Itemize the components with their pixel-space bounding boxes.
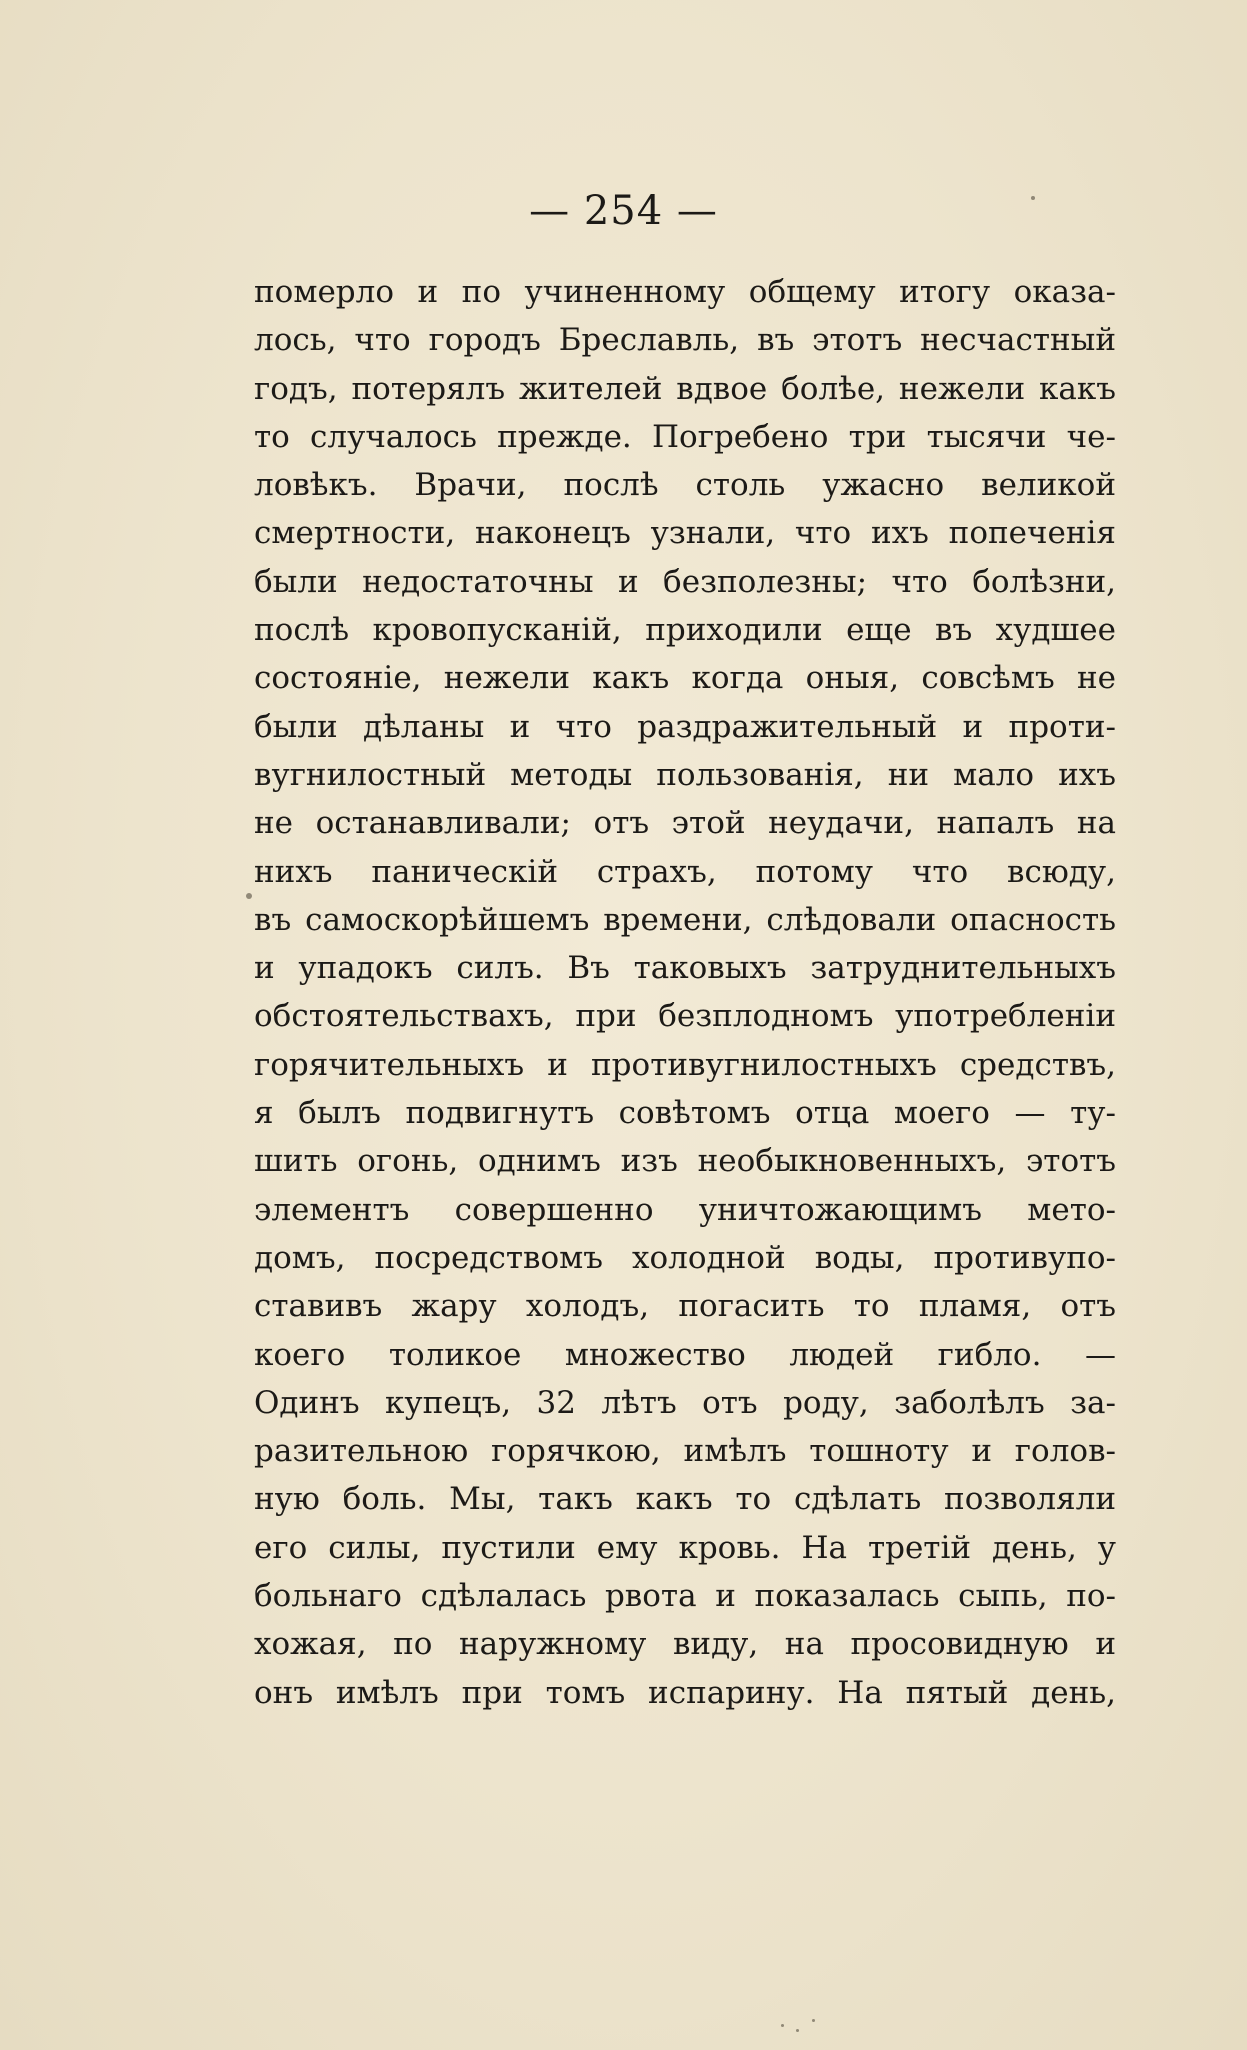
text-line: нихъ паническій страхъ, потому что всюду, — [254, 853, 1116, 890]
text-line: годъ, потерялъ жителей вдвое болѣе, нежели какъ — [254, 370, 1116, 407]
text-line: горячительныхъ и противугнилостныхъ средствъ, — [254, 1046, 1116, 1083]
text-line: лось, что городъ Бреславль, въ этотъ несчастный — [254, 322, 1116, 359]
text-line: обстоятельствахъ, при безплодномъ употребленіи — [254, 998, 1116, 1035]
text-line: домъ, посредствомъ холодной воды, противупо- — [254, 1239, 1116, 1276]
text-line: не останавливали; отъ этой неудачи, напалъ на — [254, 805, 1116, 842]
text-line: были дѣланы и что раздражительный и проти- — [254, 708, 1116, 745]
text-line: ную боль. Мы, такъ какъ то сдѣлать позволяли — [254, 1481, 1116, 1518]
text-line: въ самоскорѣйшемъ времени, слѣдовали опасность — [254, 901, 1116, 938]
paper-speck — [812, 2019, 815, 2022]
text-line: померло и по учиненному общему итогу оказа- — [254, 274, 1116, 310]
text-line: его силы, пустили ему кровь. На третій день, у — [254, 1529, 1116, 1566]
text-line: вугнилостный методы пользованія, ни мало ихъ — [254, 756, 1116, 793]
text-line: состояніе, нежели какъ когда оныя, совсѣмъ не — [254, 660, 1116, 697]
text-line: и упадокъ силъ. Въ таковыхъ затруднительныхъ — [254, 950, 1116, 987]
paper-speck — [1031, 196, 1035, 200]
text-line: разительною горячкою, имѣлъ тошноту и голов- — [254, 1433, 1116, 1470]
text-line: хожая, по наружному виду, на просовидную и — [254, 1626, 1116, 1663]
text-line: коего толикое множество людей гибло. — — [254, 1336, 1116, 1373]
text-line: онъ имѣлъ при томъ испарину. На пятый день, — [254, 1674, 1116, 1711]
paper-speck — [796, 2029, 799, 2032]
text-line: элементъ совершенно уничтожающимъ мето- — [254, 1191, 1116, 1228]
text-line: ловѣкъ. Врачи, послѣ столь ужасно великой — [254, 467, 1116, 504]
text-line: были недостаточны и безполезны; что болѣзни, — [254, 563, 1116, 600]
paper-speck — [246, 893, 252, 899]
text-line: смертности, наконецъ узнали, что ихъ попеченія — [254, 515, 1116, 552]
text-line: то случалось прежде. Погребено три тысячи че- — [254, 418, 1116, 455]
text-line: Одинъ купецъ, 32 лѣтъ отъ роду, заболѣлъ за- — [254, 1384, 1116, 1421]
page-number: — 254 — — [529, 188, 718, 234]
paper-speck — [781, 2024, 784, 2027]
text-line: послѣ кровопусканій, приходили еще въ худшее — [254, 612, 1116, 649]
body-text — [254, 268, 1116, 1717]
text-line: больнаго сдѣлалась рвота и показалась сыпь, по- — [254, 1578, 1116, 1615]
text-line: шить огонь, однимъ изъ необыкновенныхъ, этотъ — [254, 1143, 1116, 1180]
text-line: я былъ подвигнутъ совѣтомъ отца моего — ту- — [254, 1095, 1116, 1132]
text-line: ставивъ жару холодъ, погасить то пламя, отъ — [254, 1288, 1116, 1325]
